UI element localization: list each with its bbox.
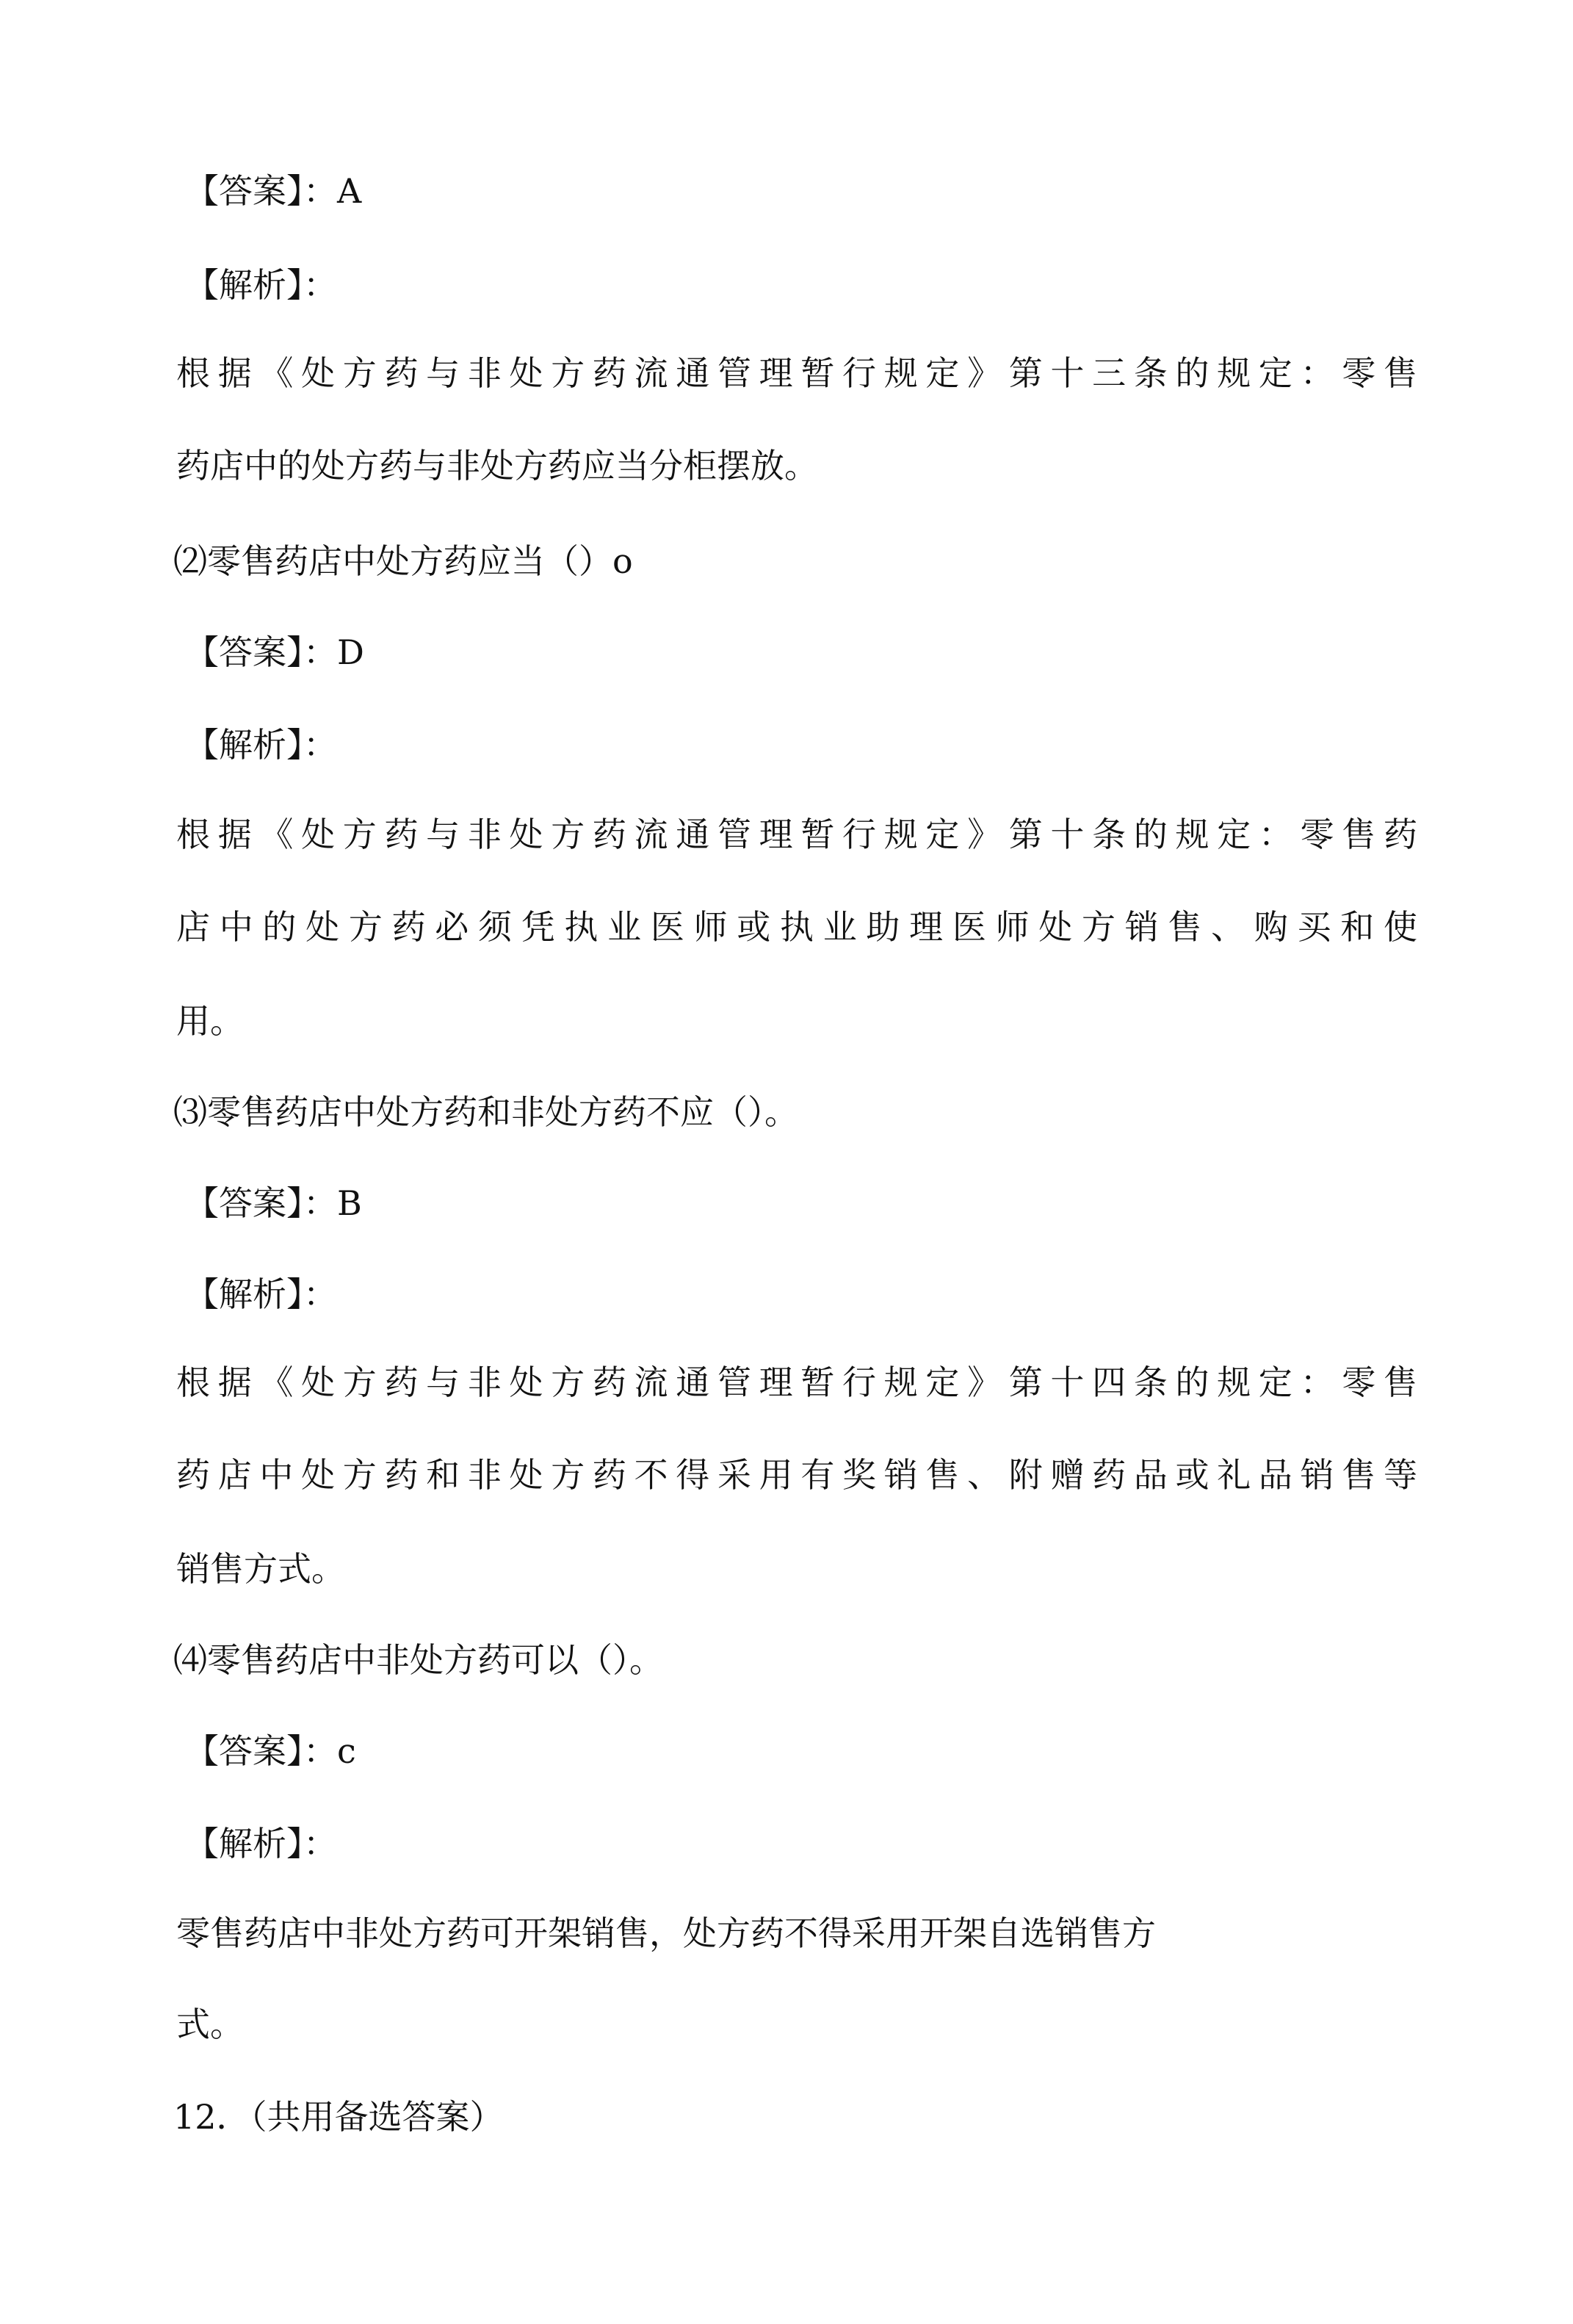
explanation-label: 【解析】： [185,265,337,305]
question-text: ⑶零售药店中处方药和非处方药不应（）。 [173,1092,798,1132]
explanation-text: 药店中的处方药与非处方药应当分柜摆放。 [176,446,818,486]
explanation-label: 【解析】： [185,1274,337,1314]
explanation-text: 销售方式。 [176,1549,345,1589]
answer-label: 【答案】：D [185,632,364,672]
explanation-label: 【解析】： [185,725,337,765]
explanation-text: 店中的处方药必须凭执业医师或执业助理医师处方销售、购买和使 [176,907,1417,947]
explanation-text: 根据《处方药与非处方药流通管理暂行规定》第十四条的规定：零售 [176,1363,1417,1402]
answer-label: 【答案】：c [185,1731,356,1771]
question-text: ⑵零售药店中处方药应当（）o [173,541,633,581]
question-text: ⑷零售药店中非处方药可以（）。 [173,1640,663,1680]
answer-label: 【答案】：B [185,1183,362,1223]
explanation-text: 根据《处方药与非处方药流通管理暂行规定》第十三条的规定：零售 [176,353,1417,393]
question-number-heading: 12．（共用备选答案） [173,2097,504,2137]
explanation-text: 用。 [176,1001,244,1041]
explanation-text: 根据《处方药与非处方药流通管理暂行规定》第十条的规定：零售药 [176,815,1417,854]
explanation-text: 式。 [176,2004,244,2044]
answer-label: 【答案】：A [185,171,362,211]
explanation-text: 零售药店中非处方药可开架销售，处方药不得采用开架自选销售方 [176,1913,1156,1953]
explanation-label: 【解析】： [185,1824,337,1863]
explanation-text: 药店中处方药和非处方药不得采用有奖销售、附赠药品或礼品销售等 [176,1455,1417,1495]
